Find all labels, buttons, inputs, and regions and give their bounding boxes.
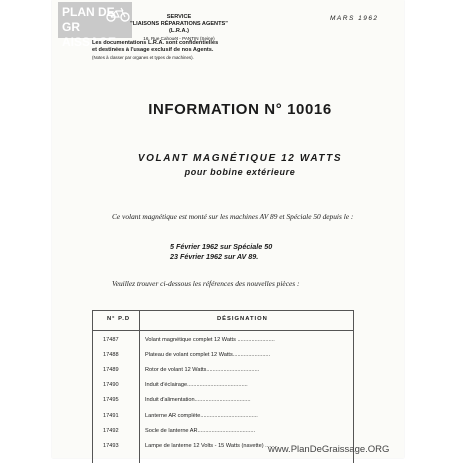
part-ref: 17495 bbox=[103, 397, 119, 403]
intro-paragraph: Ce volant magnétique est monté sur les machines AV 89 et Spéciale 50 depuis le : bbox=[112, 212, 354, 221]
table-row bbox=[93, 367, 353, 381]
part-designation: Volant magnétique complet 12 Watts ........................ bbox=[145, 337, 275, 343]
part-ref: 17492 bbox=[103, 428, 119, 434]
service-line1: SERVICE bbox=[166, 14, 192, 20]
date-line-2: 23 Février 1962 sur AV 89. bbox=[170, 252, 259, 261]
footer-watermark[interactable]: www.PlanDeGraissage.ORG bbox=[268, 444, 390, 455]
part-designation: Induit d'alimentation.................................... bbox=[145, 397, 251, 403]
column-header-ref: N° P.D bbox=[107, 316, 131, 322]
subject-title: VOLANT MAGNÉTIQUE 12 WATTS bbox=[137, 153, 343, 164]
logo-text-line2: AISSAGE bbox=[62, 35, 117, 49]
table-row bbox=[93, 337, 353, 351]
table-row bbox=[93, 413, 353, 427]
site-logo bbox=[58, 2, 132, 49]
part-ref: 17493 bbox=[103, 443, 119, 449]
part-ref: 17487 bbox=[103, 337, 119, 343]
notes-line1: Les documentations L.R.A. sont confidentielles bbox=[92, 40, 219, 46]
table-row bbox=[93, 352, 353, 366]
column-header-designation: DÉSIGNATION bbox=[217, 316, 268, 322]
part-designation: Socle de lanterne AR..................................... bbox=[145, 428, 256, 434]
logo-text-line1: PLAN DE GR bbox=[62, 5, 115, 34]
table-row bbox=[93, 397, 353, 411]
part-ref: 17490 bbox=[103, 382, 119, 388]
notes-line3: (Notes à classer par organes et types de machines). bbox=[92, 55, 194, 60]
subject-subtitle: pour bobine extérieure bbox=[184, 167, 296, 177]
part-designation: Lampe de lanterne 12 Volts - 15 Watts (navette) ........ bbox=[145, 443, 278, 449]
part-designation: Lanterne AR complète..................................... bbox=[145, 413, 258, 419]
date-line-1: 5 Février 1962 sur Spéciale 50 bbox=[170, 242, 273, 251]
table-row bbox=[93, 428, 353, 442]
dates-block bbox=[170, 242, 272, 262]
part-ref: 17491 bbox=[103, 413, 119, 419]
parts-table bbox=[92, 310, 354, 463]
service-line2: "LIAISONS RÉPARATIONS AGENTS" (L.R.A.) bbox=[130, 21, 228, 34]
confidentiality-notes bbox=[92, 40, 270, 61]
part-designation: Induit d'éclairage....................................... bbox=[145, 382, 248, 388]
information-title: INFORMATION N° 10016 bbox=[148, 101, 332, 118]
part-designation: Rotor de volant 12 Watts.................................. bbox=[145, 367, 260, 373]
references-paragraph: Veuillez trouver ci-dessous les références des nouvelles pièces : bbox=[112, 279, 300, 288]
service-header bbox=[122, 14, 236, 42]
service-address: 16, Rue Cahouët - PANTIN (Seine) bbox=[143, 36, 215, 41]
part-ref: 17488 bbox=[103, 352, 119, 358]
document-date: MARS 1962 bbox=[330, 15, 379, 22]
part-ref: 17489 bbox=[103, 367, 119, 373]
table-row bbox=[93, 382, 353, 396]
part-designation: Plateau de volant complet 12 Watts........................ bbox=[145, 352, 271, 358]
notes-line2: et destinées à l'usage exclusif de nos Agents. bbox=[92, 47, 214, 53]
header-divider bbox=[93, 330, 353, 331]
